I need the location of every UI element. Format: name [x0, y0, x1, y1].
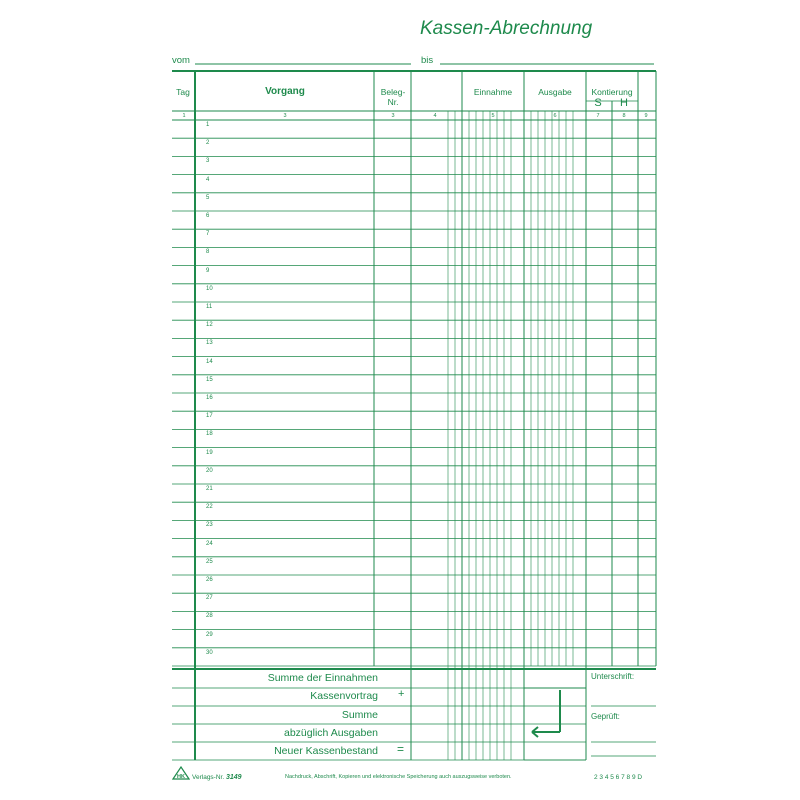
from-date-label: vom	[172, 55, 190, 66]
row-number: 21	[206, 486, 213, 492]
row-number: 7	[206, 231, 210, 238]
row-number: 11	[206, 304, 213, 310]
row-number: 9	[206, 267, 210, 274]
row-number: 24	[206, 540, 213, 547]
summary-ausgaben-label: abzüglich Ausgaben	[284, 727, 378, 739]
copyright-notice: Nachdruck, Abschrift, Kopieren und elektronische Speicherung auch auszugsweise verboten.	[285, 774, 512, 780]
row-number: 2	[206, 140, 210, 147]
header-haben: H	[620, 97, 628, 109]
row-number: 30	[206, 649, 213, 656]
row-number: 3	[206, 158, 210, 165]
from-date-field[interactable]	[195, 54, 411, 64]
row-number: 26	[206, 577, 213, 583]
header-vorgang: Vorgang	[265, 86, 305, 97]
row-number: 5	[206, 194, 210, 201]
row-number: 20	[206, 467, 213, 474]
header-einnahme: Einnahme	[473, 87, 513, 97]
form-title: Kassen-Abrechnung	[420, 18, 593, 39]
column-number: 9	[644, 113, 648, 119]
row-number: 19	[206, 449, 213, 456]
column-number: 4	[433, 113, 437, 119]
row-number: 22	[206, 504, 213, 511]
header-beleg-line1: Beleg-	[380, 87, 406, 97]
header-ausgabe: Ausgabe	[538, 87, 572, 97]
column-number: 3	[391, 113, 395, 119]
header-soll: S	[594, 97, 602, 109]
row-number: 6	[206, 213, 210, 219]
publisher-number	[192, 774, 242, 781]
plus-sign: +	[398, 688, 405, 700]
row-number: 25	[206, 558, 213, 565]
print-code: 2 3 4 5 6 7 8 9 D	[594, 774, 643, 781]
row-number: 27	[206, 595, 213, 602]
summary-kassenvortrag-label: Kassenvortrag	[310, 690, 378, 702]
row-number: 8	[206, 249, 210, 256]
header-kontierung: Kontierung	[591, 87, 633, 97]
row-number: 4	[206, 176, 210, 183]
signature-label: Unterschrift:	[591, 672, 635, 681]
publisher-logo	[172, 766, 190, 785]
publisher-number-label: Verlags-Nr.	[192, 774, 225, 781]
summary-kassenbestand-label: Neuer Kassenbestand	[274, 745, 378, 757]
to-date-label: bis	[421, 55, 434, 66]
row-number: 29	[206, 631, 213, 638]
row-number: 13	[206, 340, 213, 347]
svg-text:HK: HK	[177, 774, 185, 780]
row-number: 17	[206, 413, 213, 420]
row-number: 28	[206, 613, 213, 620]
checked-by-label: Geprüft:	[591, 712, 620, 721]
column-number: 8	[622, 113, 626, 119]
column-number: 7	[596, 113, 600, 119]
row-number: 23	[206, 522, 213, 529]
to-date-field[interactable]	[440, 54, 654, 64]
row-number: 16	[206, 395, 213, 401]
row-number: 1	[206, 122, 210, 128]
column-number: 5	[491, 113, 495, 119]
summary-summe-label: Summe	[341, 709, 378, 721]
header-beleg-line2: Nr.	[387, 97, 399, 107]
row-number: 14	[206, 358, 213, 365]
column-number: 3	[283, 113, 287, 119]
row-number: 10	[206, 285, 213, 292]
publisher-number-value: 3149	[225, 774, 242, 781]
row-number: 12	[206, 322, 213, 329]
row-number: 18	[206, 431, 213, 438]
column-number: 6	[553, 113, 557, 119]
header-tag: Tag	[176, 87, 190, 97]
equals-sign: =	[397, 742, 405, 756]
column-number: 1	[182, 113, 186, 119]
row-number: 15	[206, 376, 213, 383]
summary-einnahmen-label: Summe der Einnahmen	[267, 672, 378, 684]
